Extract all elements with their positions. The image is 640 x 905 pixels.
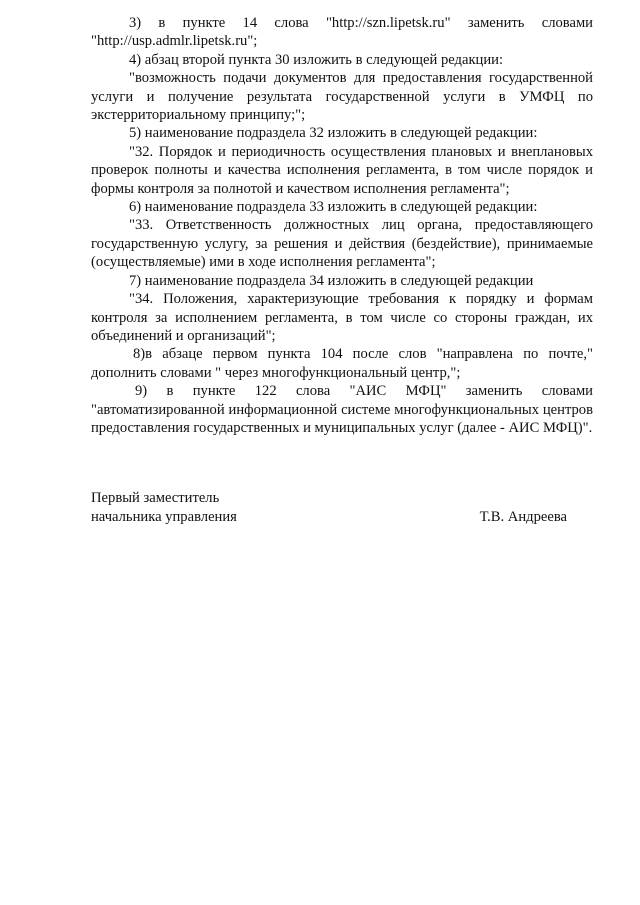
paragraph-item-4: 4) абзац второй пункта 30 изложить в следующей редакции: — [129, 51, 504, 68]
signature-row — [91, 508, 571, 527]
paragraph-item-9: 9) в пункте 122 слова "АИС МФЦ" заменить словами "автоматизированной информационной системе многофункциональных центров предоставления государственных и муниципальных услуг (далее - АИС МФЦ)". — [91, 383, 593, 436]
paragraph-item-3: 3) в пункте 14 слова "http://szn.lipetsk.ru" заменить словами "http://usp.admlr.lipetsk.ru"; — [91, 15, 593, 50]
paragraph-item-8: 8)в абзаце первом пункта 104 после слов "направлена по почте," дополнить словами " через многофункциональный центр,"; — [91, 346, 593, 381]
document-body — [91, 14, 593, 437]
paragraph-item-7: 7) наименование подраздела 34 изложить в следующей редакции — [129, 272, 534, 289]
signatory-name: Т.В. Андреева — [479, 508, 567, 525]
signature-block — [91, 489, 571, 526]
paragraph-quote-34: "34. Положения, характеризующие требования к порядку и формам контроля за исполнением регламента, в том числе со стороны граждан, их объединений и организаций"; — [91, 291, 593, 344]
paragraph-quote-30: "возможность подачи документов для предоставления государственной услуги и получение результата государственной услуги в УМФЦ по экстерриториальному принципу;"; — [91, 70, 593, 124]
paragraph-item-5: 5) наименование подраздела 32 изложить в следующей редакции: — [129, 125, 538, 142]
signature-position-line2: начальника управления — [91, 508, 237, 525]
paragraph-item-6: 6) наименование подраздела 33 изложить в следующей редакции: — [129, 199, 538, 216]
signature-position-line1: Первый заместитель — [91, 490, 220, 506]
paragraph-quote-33: "33. Ответственность должностных лиц органа, предоставляющего государственную услугу, за решения и действия (бездействие), принимаемые (осуществляемые) ими в ходе исполнения регламента"; — [91, 217, 593, 271]
paragraph-quote-32: "32. Порядок и периодичность осуществления плановых и внеплановых проверок полноты и качества исполнения регламента, в том числе порядок и формы контроля за полнотой и качеством исполнения регламента"; — [91, 143, 593, 197]
